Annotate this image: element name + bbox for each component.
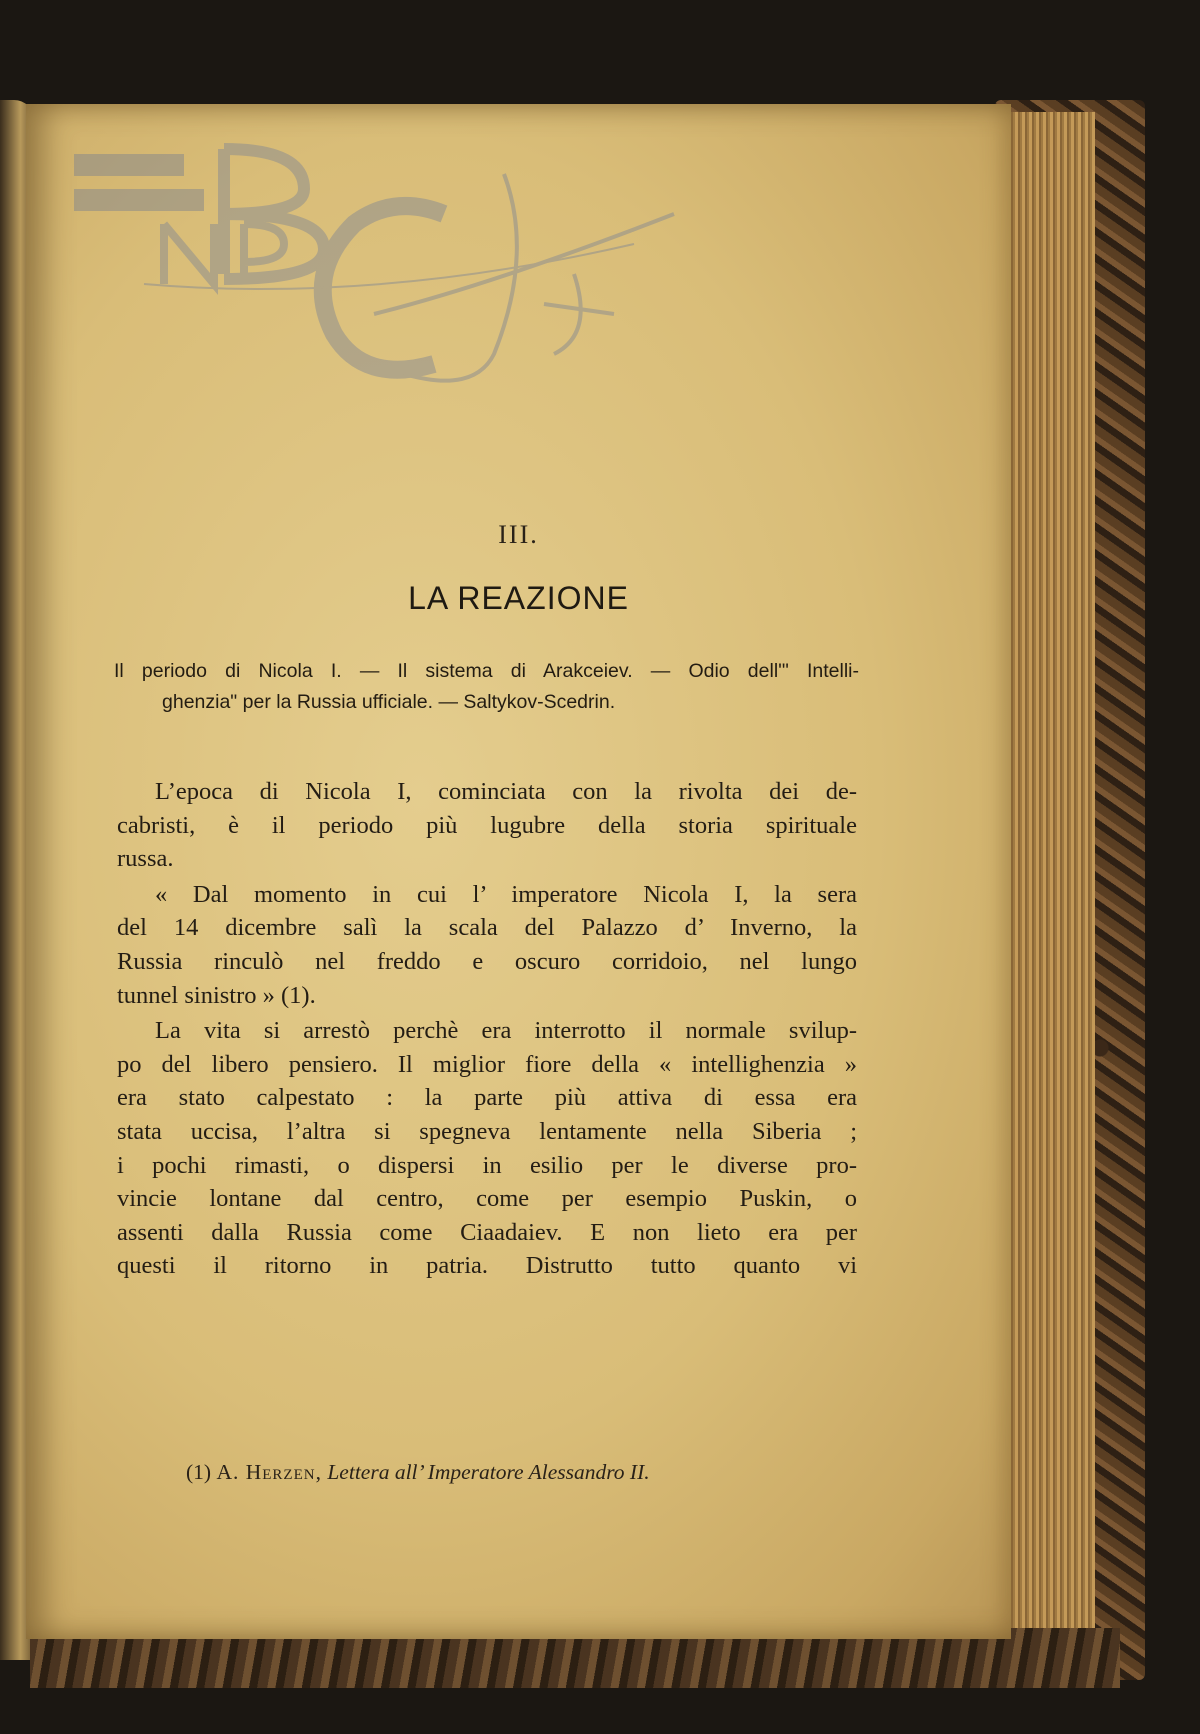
chapter-summary-line: ghenzia" per la Russia ufficiale. — Saltykov-Scedrin. [162,691,616,713]
text-line: questi il ritorno in patria. Distrutto tutto quanto vi [117,1252,857,1280]
chapter-summary [114,656,859,718]
text-line: stata uccisa, l’altra si spegneva lentamente nella Siberia ; [117,1117,857,1145]
chapter-summary-line: Il periodo di Nicola I. — Il sistema di Arakceiev. — Odio dell'" Intelli- [114,660,859,682]
text-line: Russia rinculò nel freddo e oscuro corridoio, nel lungo [117,947,857,975]
text-line: tunnel sinistro » (1). [117,981,316,1009]
paragraph [117,1014,857,1283]
footnote-marker: (1) [186,1460,212,1484]
text-line: po del libero pensiero. Il miglior fiore della « intellighenzia » [117,1050,857,1078]
body-text [117,775,857,1283]
text-line: cabristi, è il periodo più lugubre della storia spirituale [117,811,857,839]
chapter-title: LA REAZIONE [408,580,629,616]
paragraph [117,878,857,1012]
text-line: russa. [117,845,174,873]
library-watermark-logo [74,134,734,434]
paragraph [117,775,857,876]
text-line: del 14 dicembre salì la scala del Palazzo d’ Inverno, la [117,914,857,942]
text-line: L’epoca di Nicola I, cominciata con la rivolta dei de- [155,778,857,805]
text-line: La vita si arrestò perchè era interrotto il normale svilup- [155,1017,857,1045]
book-page [26,104,1011,1639]
text-line: vincie lontane dal centro, come per esempio Puskin, o [117,1185,857,1213]
text-line: assenti dalla Russia come Ciaadaiev. E non lieto era per [117,1218,857,1246]
footnote-title: Lettera all’ Imperatore Alessandro II. [327,1460,650,1484]
text-line: i pochi rimasti, o dispersi in esilio per le diverse pro- [117,1151,857,1179]
text-line: « Dal momento in cui l’ imperatore Nicola I, la sera [155,880,857,908]
footnote [186,1460,886,1485]
text-line: era stato calpestato : la parte più attiva di essa era [117,1084,857,1112]
chapter-number: III. [498,520,539,549]
footnote-author: A. Herzen, [216,1460,322,1484]
